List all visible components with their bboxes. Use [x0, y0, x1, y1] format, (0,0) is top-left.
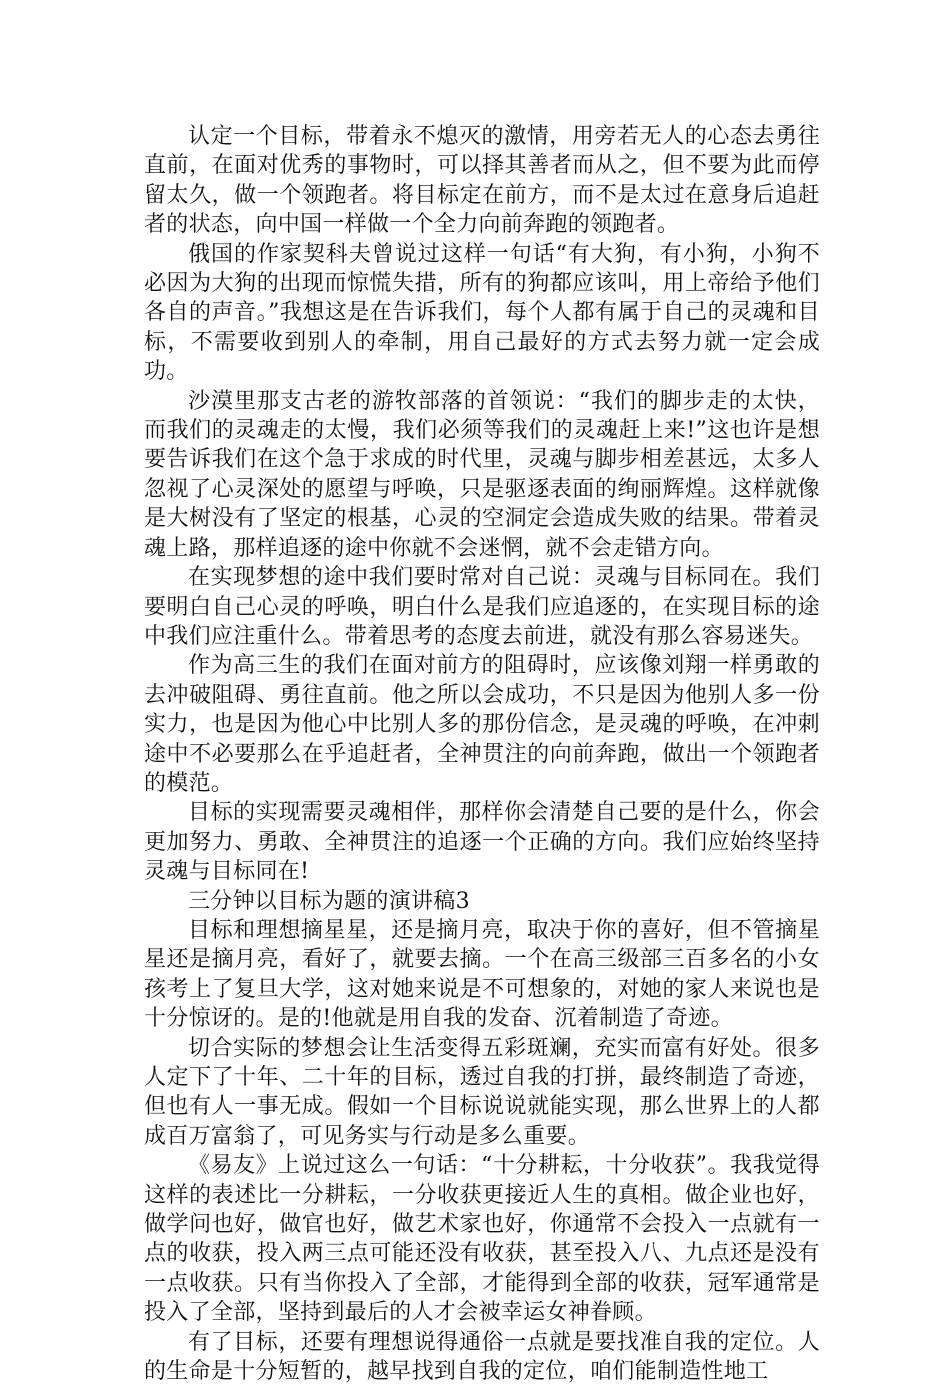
section-heading: 三分钟以目标为题的演讲稿3 — [188, 888, 470, 914]
paragraph: 目标和理想摘星星，还是摘月亮，取决于你的喜好，但不管摘星星还是摘月亮，看好了，就要去摘。一个在高三级部三百多名的小女孩考上了复旦大学，这对她来说是不可想象的，对她的家人来说也是十分惊讶的。是的!他就是用自我的发奋、沉着制造了奇迹。 — [144, 917, 820, 1032]
paragraph: 《易友》上说过这么一句话：“十分耕耘，十分收获”。我我觉得这样的表述比一分耕耘，一分收获更接近人生的真相。做企业也好，做学问也好，做官也好，做艺术家也好，你通常不会投入一点就有一点的收获，投入两三点可能还没有收获，甚至投入八、九点还是没有一点收获。只有当你投入了全部，才能得到全部的收获，冠军通常是投入了全部，坚持到最后的人才会被幸运女神眷顾。 — [144, 1153, 820, 1326]
paragraph: 作为高三生的我们在面对前方的阻碍时，应该像刘翔一样勇敢的去冲破阻碍、勇往直前。他之所以会成功，不只是因为他别人多一份实力，也是因为他心中比别人多的那份信念，是灵魂的呼唤，在冲刺途中不必要那么在乎追赶者，全神贯注的向前奔跑，做出一个领跑者的模范。 — [144, 653, 820, 796]
paragraph: 在实现梦想的途中我们要时常对自己说：灵魂与目标同在。我们要明白自己心灵的呼唤，明白什么是我们应追逐的，在实现目标的途中我们应注重什么。带着思考的态度去前进，就没有那么容易迷失。 — [144, 565, 820, 649]
paragraph: 切合实际的梦想会让生活变得五彩斑斓，充实而富有好处。很多人定下了十年、二十年的目标，透过自我的打拼，最终制造了奇迹，但也有人一事无成。假如一个目标说说就能实现，那么世界上的人都成百万富翁了，可见务实与行动是多么重要。 — [144, 1035, 820, 1149]
paragraph: 沙漠里那支古老的游牧部落的首领说：“我们的脚步走的太快，而我们的灵魂走的太慢，我们必须等我们的灵魂赶上来!”这也许是想要告诉我们在这个急于求成的时代里，灵魂与脚步相差甚远，太多人忽视了心灵深处的愿望与呼唤，只是驱逐表面的绚丽辉煌。这样就像是大树没有了坚定的根基，心灵的空洞定会造成失败的结果。带着灵魂上路，那样追逐的途中你就不会迷惘，就不会走错方向。 — [144, 388, 820, 561]
document-body — [144, 122, 820, 1386]
paragraph: 俄国的作家契科夫曾说过这样一句话“有大狗，有小狗，小狗不必因为大狗的出现而惊慌失措，所有的狗都应该叫，用上帝给予他们各自的声音。”我想这是在告诉我们，每个人都有属于自己的灵魂和目标，不需要收到别人的牵制，用自己最好的方式去努力就一定会成功。 — [144, 241, 820, 385]
paragraph: 有了目标，还要有理想说得通俗一点就是要找准自我的定位。人的生命是十分短暂的，越早找到自我的定位，咱们能制造性地工 — [144, 1329, 820, 1385]
paragraph: 认定一个目标，带着永不熄灭的激情，用旁若无人的心态去勇往直前，在面对优秀的事物时，可以择其善者而从之，但不要为此而停留太久，做一个领跑者。将目标定在前方，而不是太过在意身后追赶者的状态，向中国一样做一个全力向前奔跑的领跑者。 — [144, 124, 820, 238]
paragraph: 目标的实现需要灵魂相伴，那样你会清楚自己要的是什么，你会更加努力、勇敢、全神贯注的追逐一个正确的方向。我们应始终坚持灵魂与目标同在! — [144, 800, 820, 885]
